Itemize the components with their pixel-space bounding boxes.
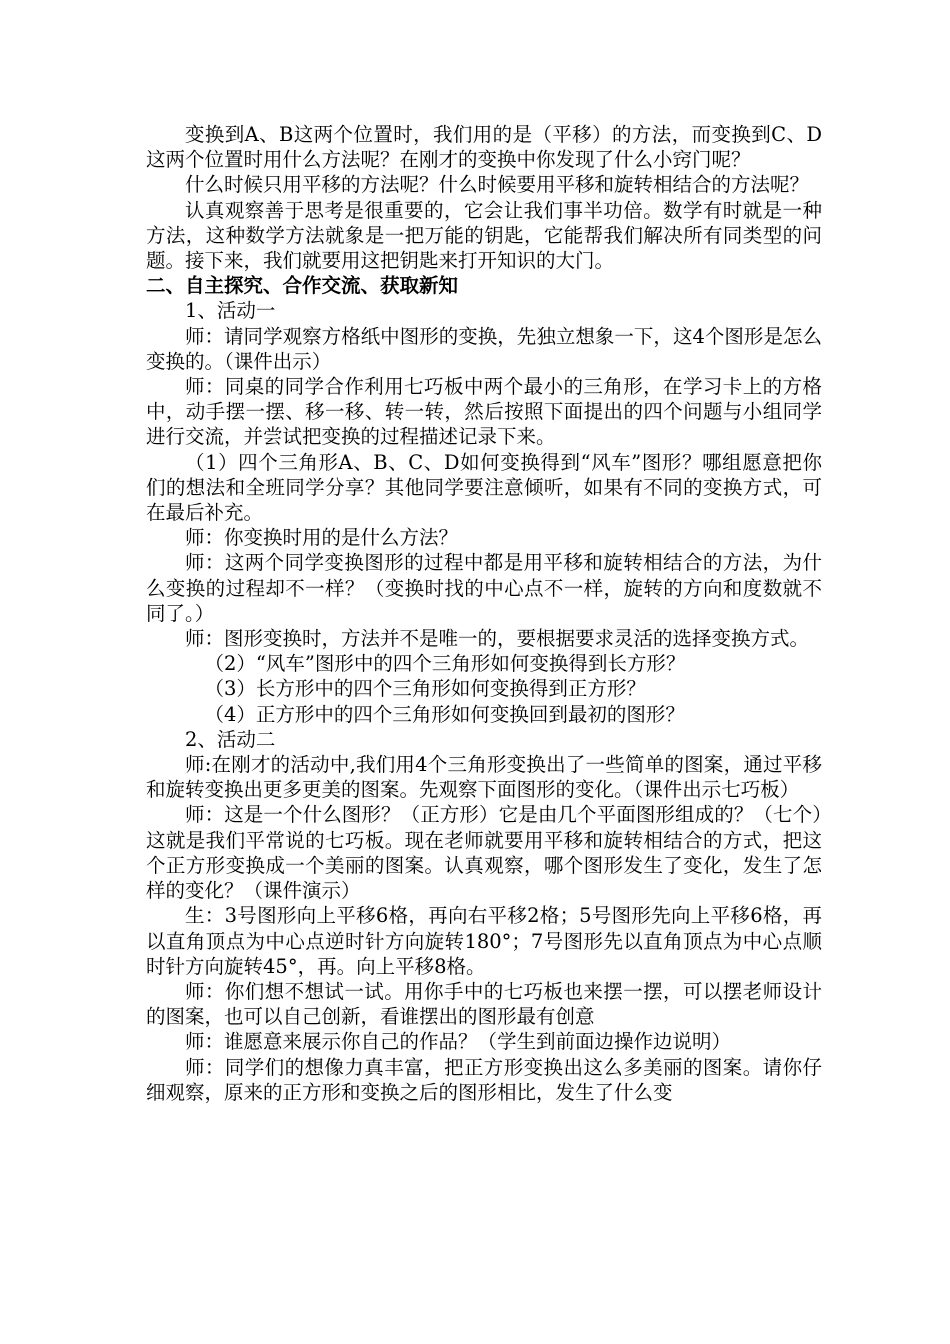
question-item: （3）长方形中的四个三角形如何变换得到正方形？ — [204, 677, 646, 701]
paragraph: 师:在刚才的活动中,我们用4个三角形变换出了一些简单的图案，通过平移和旋转变换出更多更美的图案。先观察下面图形的变化。（课件出示七巧板） — [146, 753, 822, 802]
paragraph: 师：谁愿意来展示你自己的作品？（学生到前面边操作边说明） — [185, 1030, 732, 1054]
paragraph: 什么时候只用平移的方法呢？什么时候要用平移和旋转相结合的方法呢？ — [185, 173, 810, 197]
paragraph: 师：请同学观察方格纸中图形的变换，先独立想象一下，这4个图形是怎么变换的。（课件出示） — [146, 324, 822, 373]
document-body — [146, 122, 822, 1105]
question-item: （2）“风车”图形中的四个三角形如何变换得到长方形？ — [204, 652, 686, 676]
paragraph: 师：你们想不想试一试。用你手中的七巧板也来摆一摆，可以摆老师设计的图案，也可以自己创新，看谁摆出的图形最有创意 — [146, 979, 822, 1029]
paragraph: （1）四个三角形A、B、C、D如何变换得到“风车”图形？哪组愿意把你们的想法和全班同学分享？其他同学要注意倾听，如果有不同的变换方式，可在最后补充。 — [146, 450, 822, 525]
paragraph: 师：同桌的同学合作利用七巧板中两个最小的三角形，在学习卡上的方格中，动手摆一摆、移一移、转一转，然后按照下面提出的四个问题与小组同学进行交流，并尝试把变换的过程描述记录下来。 — [146, 375, 822, 449]
paragraph: 师：同学们的想像力真丰富，把正方形变换出这么多美丽的图案。请你仔细观察，原来的正方形和变换之后的图形相比，发生了什么变 — [146, 1055, 822, 1104]
paragraph: 师：这是一个什么图形？（正方形）它是由几个平面图形组成的？（七个）这就是我们平常说的七巧板。现在老师就要用平移和旋转相结合的方式，把这个正方形变换成一个美丽的图案。认真观察，哪个图形发生了变化，发生了怎样的变化？（课件演示） — [146, 803, 822, 903]
activity-title: 1、活动一 — [185, 299, 276, 323]
paragraph: 师：这两个同学变换图形的过程中都是用平移和旋转相结合的方法，为什么变换的过程却不一样？（变换时找的中心点不一样，旋转的方向和度数就不同了。） — [146, 551, 822, 625]
paragraph: 生：3号图形向上平移6格，再向右平移2格；5号图形先向上平移6格，再以直角顶点为中心点逆时针方向旋转180°；7号图形先以直角顶点为中心点顺时针方向旋转45°，再。向上平移8格。 — [146, 904, 822, 978]
activity-title: 2、活动二 — [185, 727, 276, 751]
paragraph: 变换到A、B这两个位置时，我们用的是（平移）的方法，而变换到C、D这两个位置时用什么方法呢？在刚才的变换中你发现了什么小窍门呢？ — [146, 123, 822, 172]
section-heading: 二、自主探究、合作交流、获取新知 — [146, 274, 459, 298]
paragraph: 师：你变换时用的是什么方法？ — [185, 526, 459, 550]
question-item: （4）正方形中的四个三角形如何变换回到最初的图形？ — [204, 702, 685, 726]
paragraph: 师：图形变换时，方法并不是唯一的，要根据要求灵活的选择变换方式。 — [185, 627, 810, 651]
paragraph: 认真观察善于思考是很重要的，它会让我们事半功倍。数学有时就是一种方法，这种数学方法就象是一把万能的钥匙，它能帮我们解决所有同类型的问题。接下来，我们就要用这把钥匙来打开知识的大门。 — [146, 198, 822, 273]
